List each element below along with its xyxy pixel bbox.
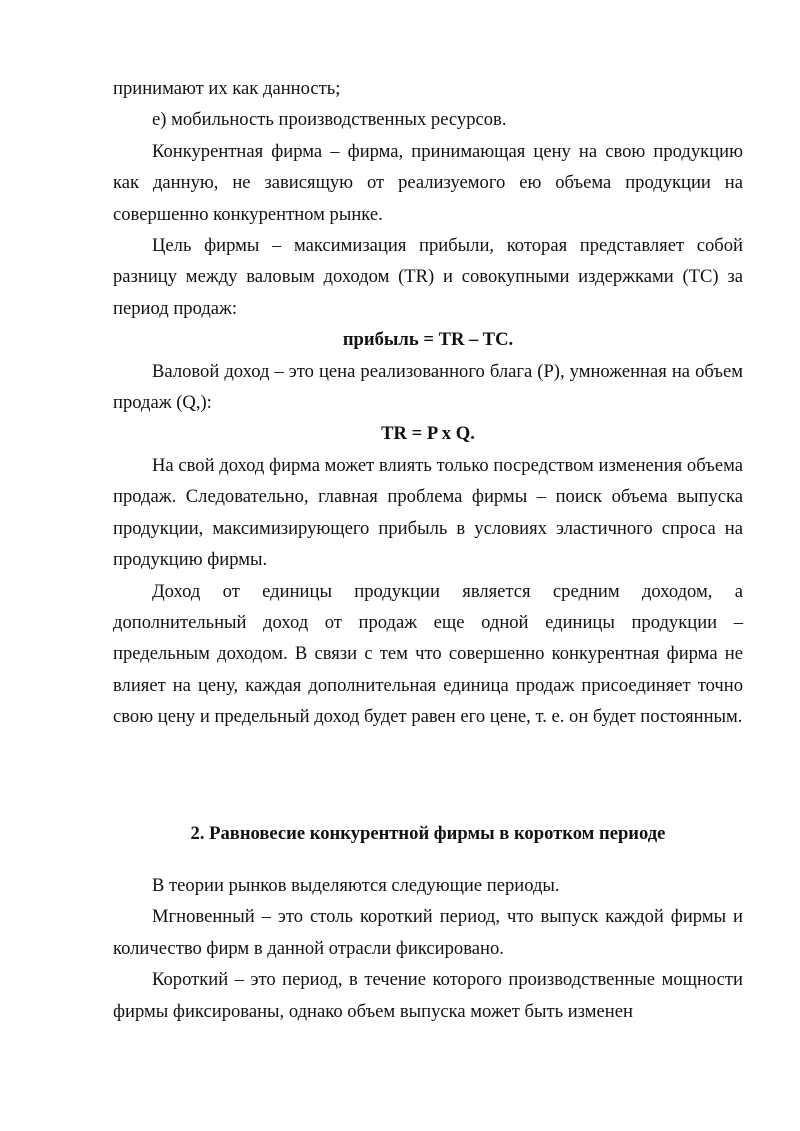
text-section-top (113, 73, 743, 733)
paragraph-revenue-influence: На свой доход фирма может влиять только посредством изменения объема продаж. Следовательно, главная проблема фирмы – поиск объема выпуска продукции, максимизирующего прибыль в условиях эластичного спроса на продукцию фирмы. (113, 454, 743, 571)
paragraph-marginal-revenue: Доход от единицы продукции является средним доходом, а дополнительный доход от продаж еще одной единицы продукции – предельным доходом. В связи с тем что совершенно конкурентная фирма не влияет на цену, каждая дополнительная единица продаж присоединяет точно свою цену и предельный доход будет равен его цене, т. е. он будет постоянным. (113, 580, 743, 728)
paragraph-competitive-firm: Конкурентная фирма – фирма, принимающая цену на свою продукцию как данную, не зависящую от реализуемого ею объема продукции на совершенно конкурентном рынке. (113, 140, 743, 225)
paragraph-gross-revenue: Валовой доход – это цена реализованного блага (P), умноженная на объем продаж (Q,): (113, 360, 743, 414)
paragraph-instant-period: Мгновенный – это столь короткий период, что выпуск каждой фирмы и количество фирм в данной отрасли фиксировано. (113, 906, 743, 959)
paragraph-continuation: принимают их как данность; (113, 78, 341, 99)
formula-tr: TR = P x Q. (381, 423, 475, 445)
formula-profit: прибыль = TR – TC. (342, 329, 514, 351)
paragraph-list-item-e: е) мобильность производственных ресурсов. (152, 109, 507, 131)
paragraph-short-period: Короткий – это период, в течение которого производственные мощности фирмы фиксированы, однако объем выпуска может быть изменен (113, 969, 743, 1022)
paragraph-firm-goal: Цель фирмы – максимизация прибыли, которая представляет собой разницу между валовым доходом (TR) и совокупными издержками (TC) за период продаж: (113, 235, 743, 319)
section-heading-block (113, 818, 743, 849)
text-section-bottom (113, 870, 743, 1027)
section-heading: 2. Равновесие конкурентной фирмы в коротком периоде (190, 823, 666, 844)
paragraph-periods-intro: В теории рынков выделяются следующие периоды. (152, 875, 560, 896)
